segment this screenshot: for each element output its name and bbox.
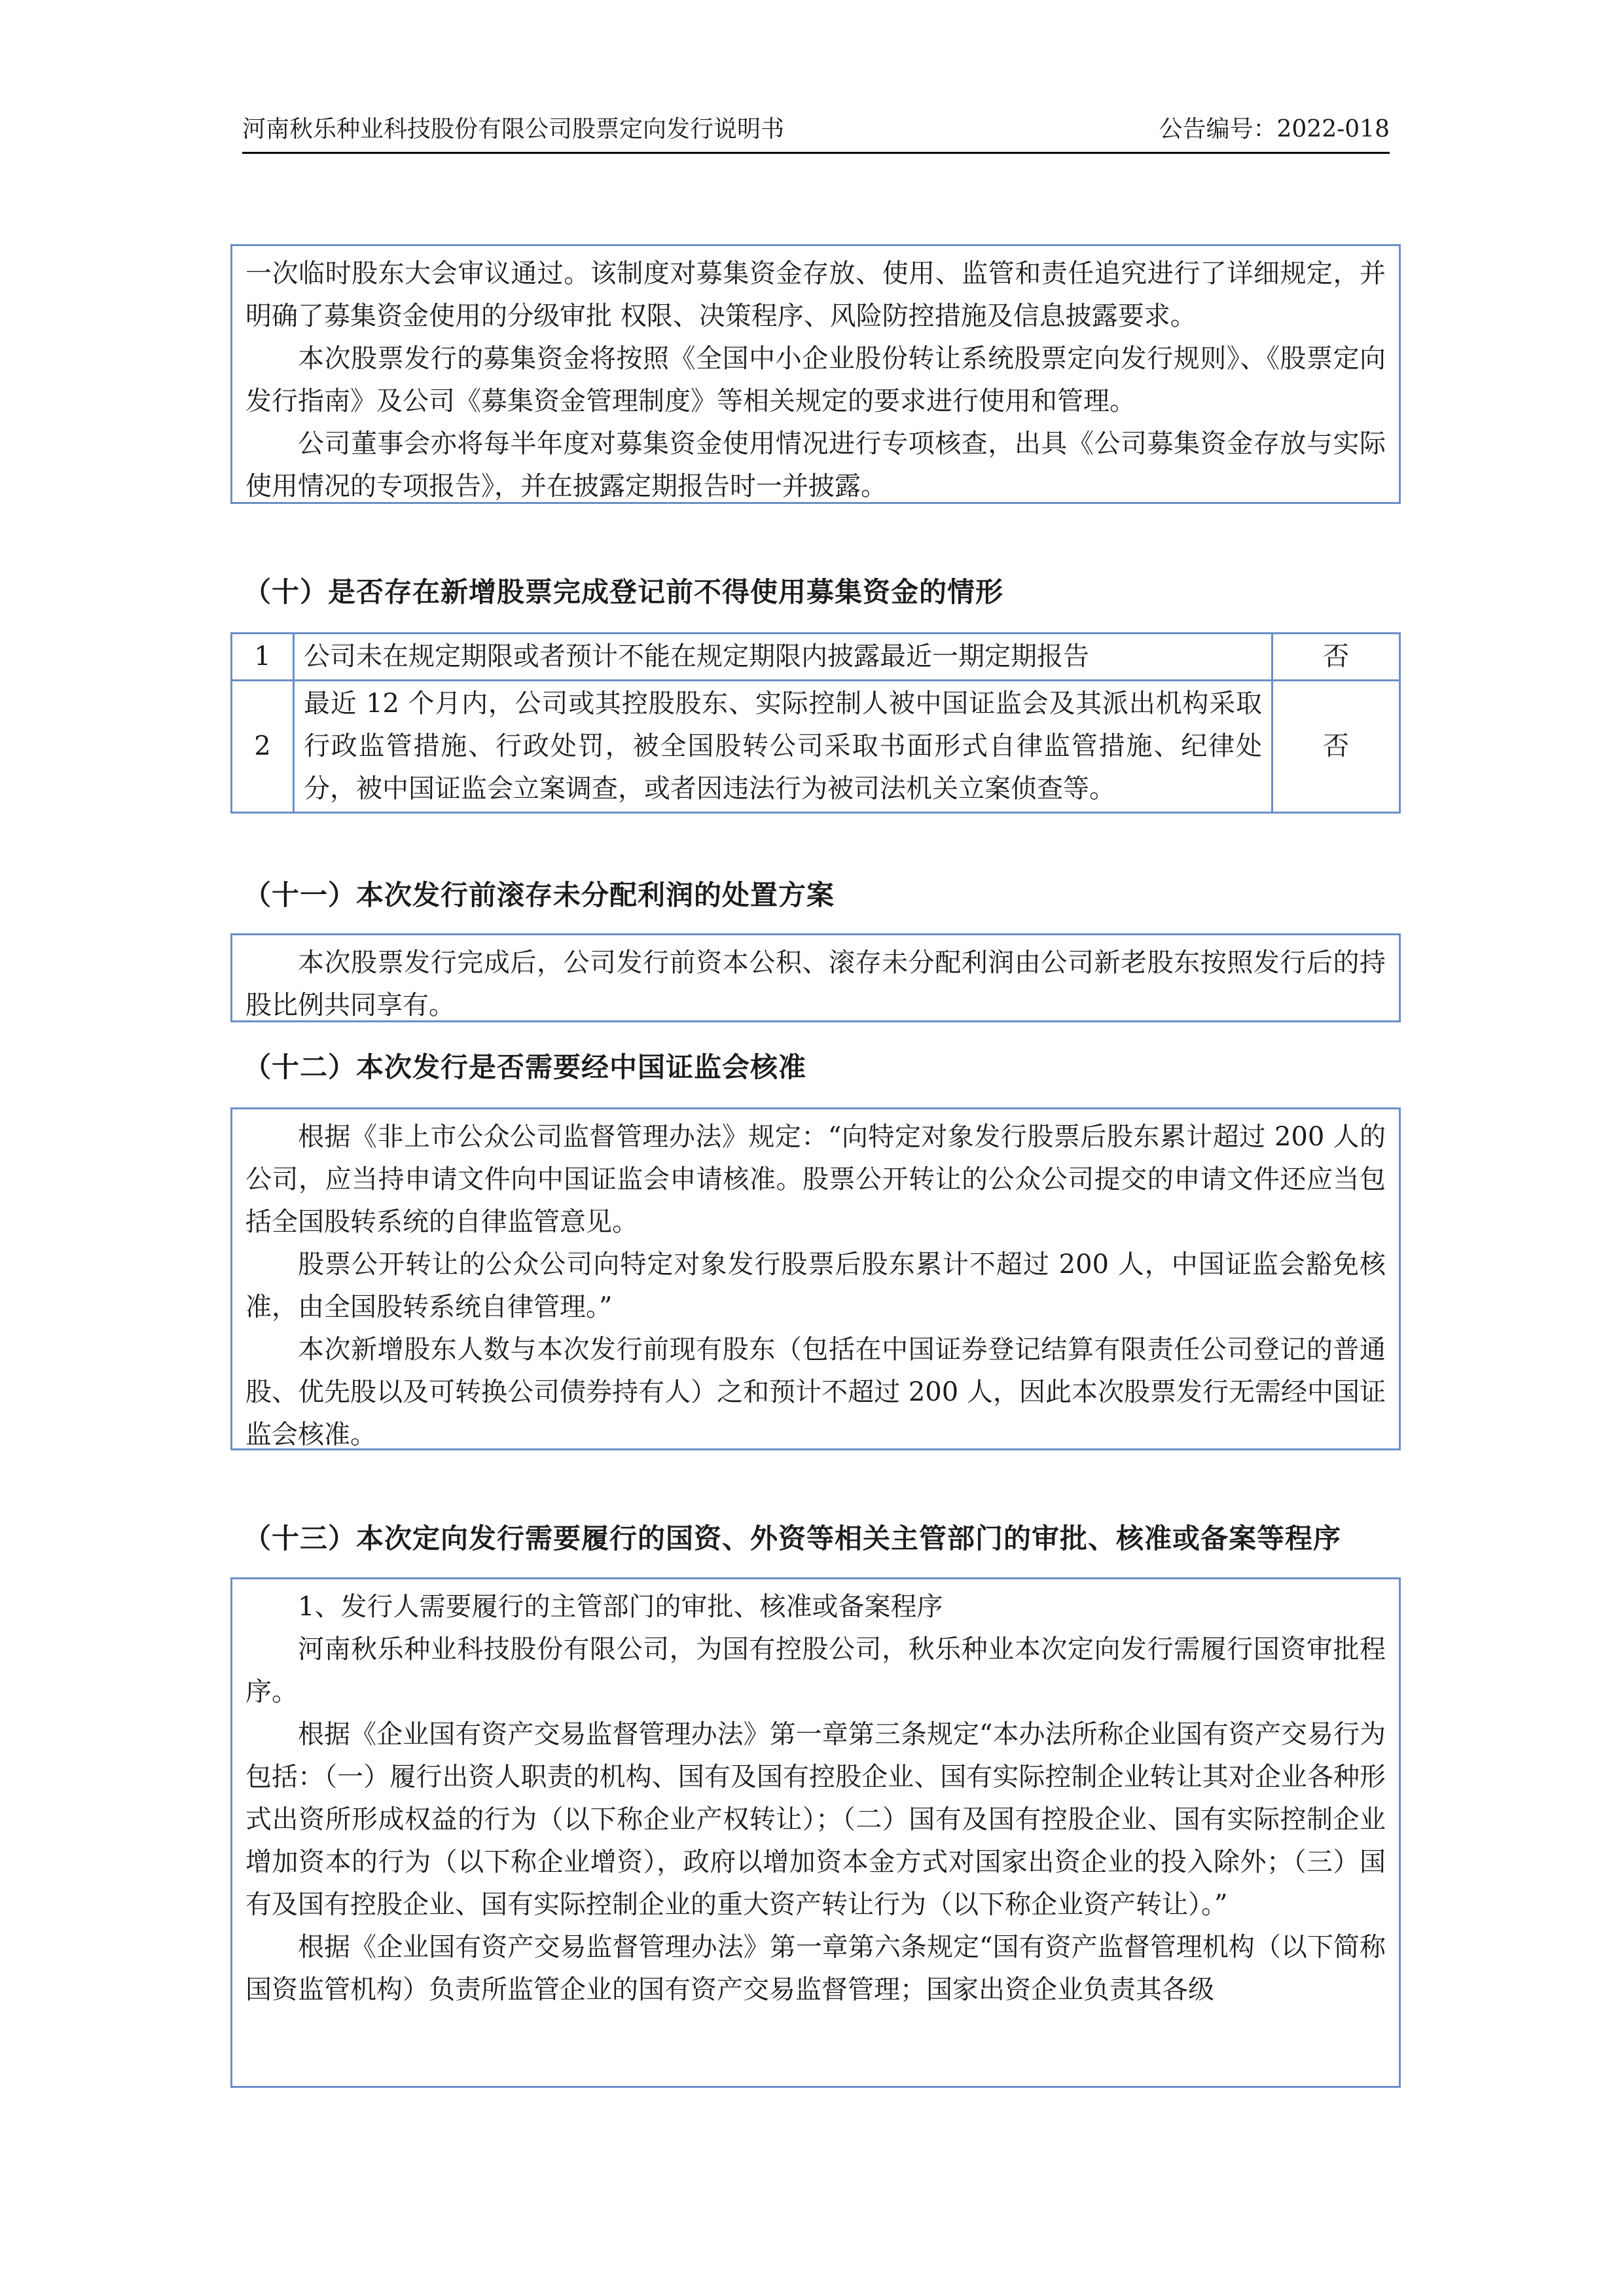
intro-text-box <box>230 244 1401 504</box>
table-row <box>232 634 1400 681</box>
intro-paragraph-1: 一次临时股东大会审议通过。该制度对募集资金存放、使用、监管和责任追究进行了详细规定，并明确了募集资金使用的分级审批 权限、决策程序、风险防控措施及信息披露要求。 <box>245 259 1386 331</box>
row-number: 1 <box>232 634 294 681</box>
row-answer: 否 <box>1272 681 1400 813</box>
intro-paragraph-3: 公司董事会亦将每半年度对募集资金使用情况进行专项核查，出具《公司募集资金存放与实际使用情况的专项报告》，并在披露定期报告时一并披露。 <box>245 429 1386 501</box>
page-header <box>242 113 1390 152</box>
section-12-paragraph-1: 根据《非上市公众公司监督管理办法》规定：“向特定对象发行股票后股东累计超过 200 人的公司，应当持申请文件向中国证监会申请核准。股票公开转让的公众公司提交的申请文件还应当包括全国股转系统的自律监管意见。 <box>245 1122 1386 1237</box>
section-11-paragraph: 本次股票发行完成后，公司发行前资本公积、滚存未分配利润由公司新老股东按照发行后的持股比例共同享有。 <box>245 948 1386 1020</box>
row-text: 公司未在规定期限或者预计不能在规定期限内披露最近一期定期报告 <box>294 634 1272 681</box>
section-12-paragraph-3: 本次新增股东人数与本次发行前现有股东（包括在中国证券登记结算有限责任公司登记的普通股、优先股以及可转换公司债券持有人）之和预计不超过 200 人，因此本次股票发行无需经中国证监会核准。 <box>245 1335 1386 1450</box>
section-13-text-box <box>230 1577 1401 2088</box>
section-12-heading: （十二）本次发行是否需要经中国证监会核准 <box>244 1051 807 1083</box>
row-number: 2 <box>232 681 294 813</box>
section-10-heading: （十）是否存在新增股票完成登记前不得使用募集资金的情形 <box>244 576 1004 608</box>
section-13-paragraph-4: 根据《企业国有资产交易监督管理办法》第一章第六条规定“国有资产监督管理机构（以下简称国资监管机构）负责所监管企业的国有资产交易监督管理；国家出资企业负责其各级 <box>245 1932 1386 2005</box>
section-12-text-box <box>230 1107 1401 1450</box>
table-row <box>232 681 1400 813</box>
section-13-heading: （十三）本次定向发行需要履行的国资、外资等相关主管部门的审批、核准或备案等程序 <box>244 1522 1342 1554</box>
header-divider <box>242 152 1390 154</box>
section-12-paragraph-2: 股票公开转让的公众公司向特定对象发行股票后股东累计不超过 200 人，中国证监会豁免核准，由全国股转系统自律管理。” <box>245 1249 1386 1322</box>
intro-paragraph-2: 本次股票发行的募集资金将按照《全国中小企业股份转让系统股票定向发行规则》、《股票定向发行指南》及公司《募集资金管理制度》等相关规定的要求进行使用和管理。 <box>245 344 1386 416</box>
document-title: 河南秋乐种业科技股份有限公司股票定向发行说明书 <box>242 116 785 143</box>
announcement-number: 公告编号：2022-018 <box>1159 116 1390 143</box>
row-text: 最近 12 个月内，公司或其控股股东、实际控制人被中国证监会及其派出机构采取行政监管措施、行政处罚，被全国股转公司采取书面形式自律监管措施、纪律处分，被中国证监会立案调查，或者因违法行为被司法机关立案侦查等。 <box>294 681 1272 813</box>
section-11-heading: （十一）本次发行前滚存未分配利润的处置方案 <box>244 879 835 911</box>
section-13-paragraph-1: 1、发行人需要履行的主管部门的审批、核准或备案程序 <box>298 1592 943 1622</box>
row-answer: 否 <box>1272 634 1400 681</box>
section-13-paragraph-2: 河南秋乐种业科技股份有限公司，为国有控股公司，秋乐种业本次定向发行需履行国资审批程序。 <box>245 1634 1386 1707</box>
section-13-paragraph-3: 根据《企业国有资产交易监督管理办法》第一章第三条规定“本办法所称企业国有资产交易行为包括：（一）履行出资人职责的机构、国有及国有控股企业、国有实际控制企业转让其对企业各种形式出资所形成权益的行为（以下称企业产权转让）；（二）国有及国有控股企业、国有实际控制企业增加资本的行为（以下称企业增资），政府以增加资本金方式对国家出资企业的投入除外；（三）国有及国有控股企业、国有实际控制企业的重大资产转让行为（以下称企业资产转让）。” <box>245 1719 1386 1920</box>
section-11-text-box <box>230 933 1401 1022</box>
conditions-table <box>230 632 1401 814</box>
